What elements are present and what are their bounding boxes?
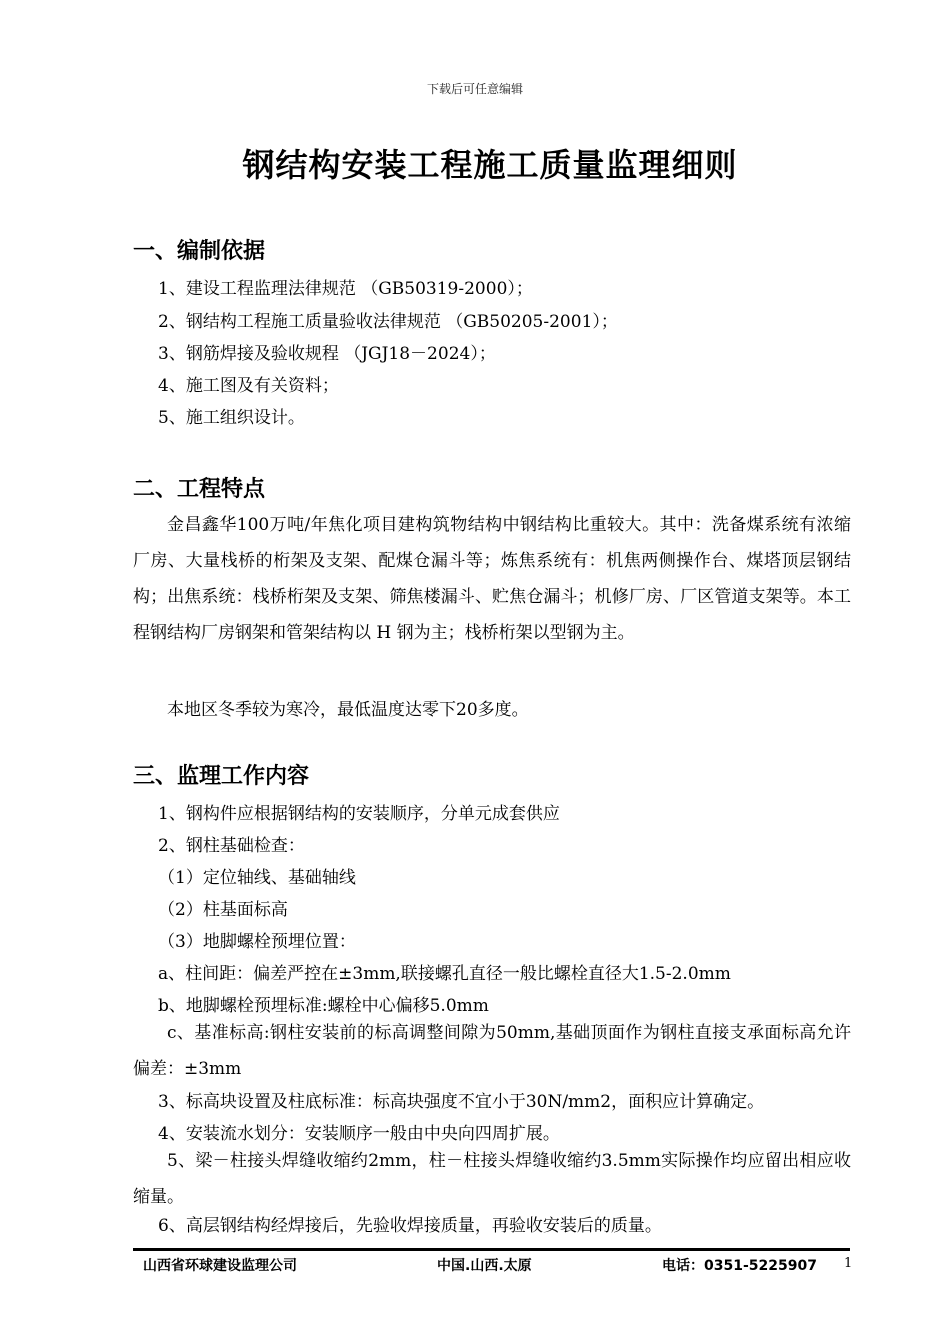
basis-item-4: 4、施工图及有关资料； [158, 376, 339, 396]
footer-company: 山西省环球建设监理公司 [143, 1258, 297, 1274]
basis-item-3: 3、钢筋焊接及验收规程 （JGJ18－2024）； [158, 344, 496, 364]
work-point-a: a、柱间距：偏差严控在±3mm,联接螺孔直径一般比螺栓直径大1.5-2.0mm [158, 964, 731, 984]
work-item-2: 2、钢柱基础检查： [158, 836, 305, 856]
work-subitem-2: （2）柱基面标高 [158, 900, 288, 920]
page-number: 1 [844, 1256, 853, 1271]
basis-item-1: 1、建设工程监理法律规范 （GB50319-2000）； [158, 279, 533, 299]
section-heading-features: 二、工程特点 [133, 477, 266, 502]
features-paragraph-2: 本地区冬季较为寒冷，最低温度达零下20多度。 [167, 700, 529, 720]
footer-phone: 电话：0351-5225907 [662, 1258, 817, 1274]
work-point-b: b、地脚螺栓预埋标准:螺栓中心偏移5.0mm [158, 996, 489, 1016]
section-heading-work: 三、监理工作内容 [133, 764, 310, 789]
work-subitem-3: （3）地脚螺栓预埋位置： [158, 932, 356, 952]
footer-rule [133, 1248, 850, 1251]
work-item-6: 6、高层钢结构经焊接后，先验收焊接质量，再验收安装后的质量。 [158, 1216, 662, 1236]
work-subitem-1: （1）定位轴线、基础轴线 [158, 868, 356, 888]
header-note: 下载后可任意编辑 [426, 82, 523, 96]
section-heading-basis: 一、编制依据 [133, 239, 266, 264]
document-title: 钢结构安装工程施工质量监理细则 [242, 146, 738, 184]
footer-location: 中国.山西.太原 [437, 1258, 532, 1274]
work-item-3: 3、标高块设置及柱底标准：标高块强度不宜小于30N/mm2，面积应计算确定。 [158, 1092, 765, 1112]
work-item-5: 5、梁－柱接头焊缝收缩约2mm，柱－柱接头焊缝收缩约3.5mm实际操作均应留出相应收缩量。 [133, 1151, 851, 1207]
work-item-1: 1、钢构件应根据钢结构的安装顺序，分单元成套供应 [158, 804, 560, 824]
work-item-4: 4、安装流水划分：安装顺序一般由中央向四周扩展。 [158, 1124, 560, 1144]
basis-item-5: 5、施工组织设计。 [158, 408, 305, 428]
work-point-c: c、基准标高:钢柱安装前的标高调整间隙为50mm,基础顶面作为钢柱直接支承面标高允许偏差：±3mm [133, 1023, 851, 1079]
basis-item-2: 2、钢结构工程施工质量验收法律规范 （GB50205-2001）； [158, 312, 618, 332]
features-paragraph-1: 金昌鑫华100万吨/年焦化项目建构筑物结构中钢结构比重较大。其中：洗备煤系统有浓缩厂房、大量栈桥的桁架及支架、配煤仓漏斗等；炼焦系统有：机焦两侧操作台、煤塔顶层钢结构；出焦系统：栈桥桁架及支架、筛焦楼漏斗、贮焦仓漏斗；机修厂房、厂区管道支架等。本工程钢结构厂房钢架和管架结构以 H 钢为主；栈桥桁架以型钢为主。 [133, 515, 851, 643]
